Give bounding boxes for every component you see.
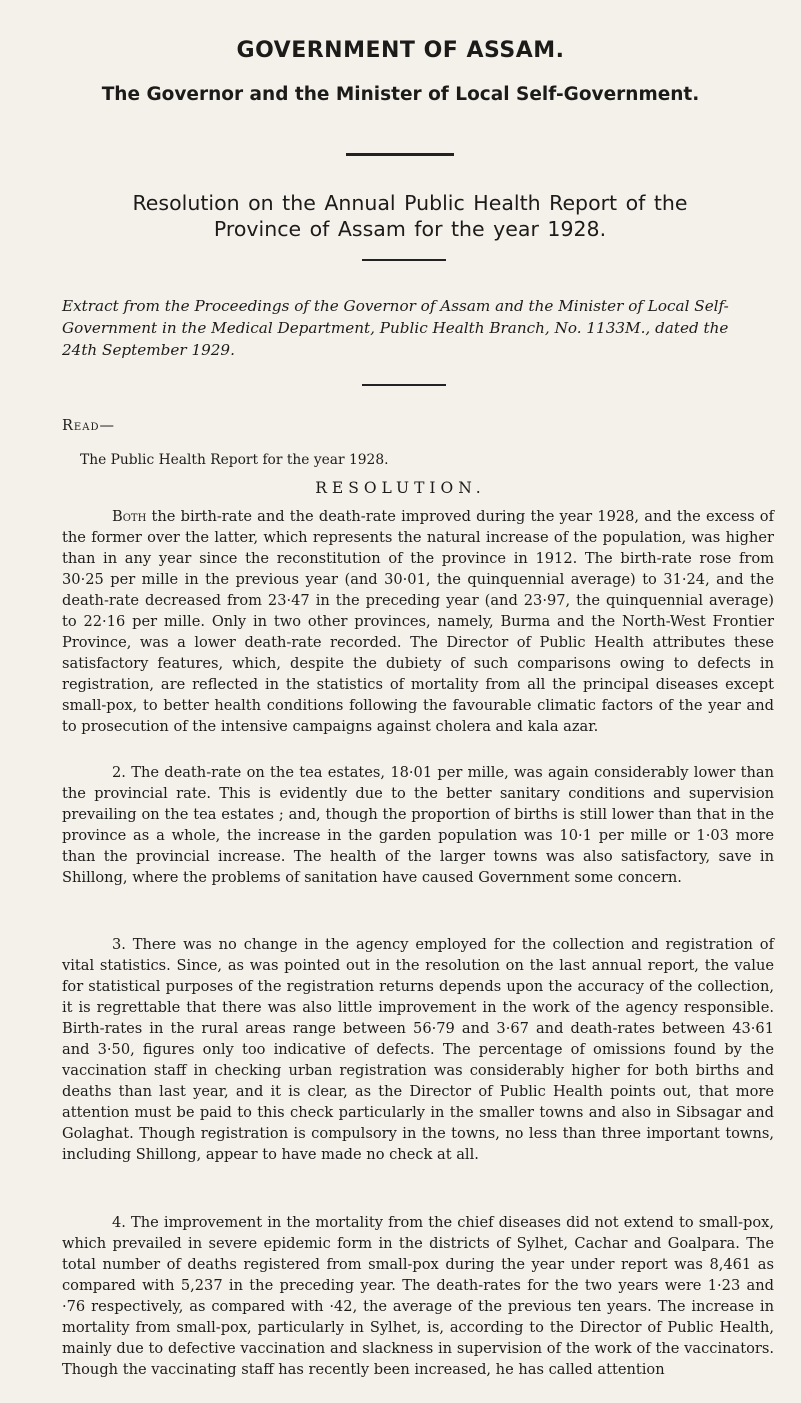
divider-2	[362, 259, 446, 261]
paragraph-4: 4. The improvement in the mortality from the chief diseases did not extend to small-pox, which prevailed in severe epidemic form in the districts of Sylhet, Cachar and Goalpara. The total number of deaths registered from small-pox during the year under report was 8,461 as compared with 5,237 in the preceding year. The death-rates for the two years were 1·23 and ·76 respectively, as compared with ·42, the average of the previous ten years. The increase in mortality from small-pox, particularly in Sylhet, is, according to the Director of Public Health, mainly due to defective vaccination and slackness in supervision of the work of the vaccinators. Though the vaccinating staff has recently been increased, he has called attention	[62, 1214, 774, 1378]
read-item: The Public Health Report for the year 1928.	[80, 452, 389, 468]
paragraph-1	[62, 506, 774, 737]
resolution-title-line-1: Resolution on the Annual Public Health Report of the	[132, 191, 688, 215]
paragraph-1-lead: Both	[112, 508, 147, 525]
paragraph-1-text: the birth-rate and the death-rate improved during the year 1928, and the excess of the former over the latter, which represents the natural increase of the population, was higher than in any year since the reconstitution of the province in 1912. The birth-rate rose from 30·25 per mille in the previous year (and 30·01, the quinquennial average) to 31·24, and the death-rate decreased from 23·47 in the preceding year (and 23·97, the quinquennial average) to 22·16 per mille. Only in two other provinces, namely, Burma and the North-West Frontier Province, was a lower death-rate recorded. The Director of Public Health attributes these satisfactory features, which, despite the dubiety of such comparisons owing to defects in registration, are reflected in the statistics of mortality from all the principal diseases except small-pox, to better health conditions following the favourable climatic factors of the year and to prosecution of the intensive campaigns against cholera and kala azar.	[62, 508, 774, 735]
divider-1	[346, 153, 454, 156]
resolution-heading: RESOLUTION.	[315, 479, 486, 497]
paragraph-3: 3. There was no change in the agency employed for the collection and registration of vital statistics. Since, as was pointed out in the resolution on the last annual report, the value for statistical purposes of the registration returns depends upon the accuracy of the collection, it is regrettable that there was also little improvement in the work of the agency responsible. Birth-rates in the rural areas range between 56·79 and 3·67 and death-rates between 43·61 and 3·50, figures only too indicative of defects. The percentage of omissions found by the vaccination staff in checking urban registration was considerably higher for both births and deaths than last year, and it is clear, as the Director of Public Health points out, that more attention must be paid to this check particularly in the smaller towns and also in Sibsagar and Golaghat. Though registration is compulsory in the towns, no less than three important towns, including Shillong, appear to have made no check at all.	[62, 936, 774, 1163]
extract-from-proceedings: Extract from the Proceedings of the Governor of Assam and the Minister of Local Self-Government in the Medical Department, Public Health Branch, No. 1133M., dated the 24th September 1929.	[62, 297, 729, 359]
paragraph-2: 2. The death-rate on the tea estates, 18·01 per mille, was again considerably lower than the provincial rate. This is evidently due to the better sanitary conditions and supervision prevailing on the tea estates ; and, though the proportion of births is still lower than that in the province as a whole, the increase in the garden population was 10·1 per mille or 1·03 more than the provincial increase. The health of the larger towns was also satisfactory, save in Shillong, where the problems of sanitation have caused Government some concern.	[62, 764, 774, 886]
resolution-title-line-2: Province of Assam for the year 1928.	[213, 217, 607, 241]
read-label: Read—	[62, 418, 115, 434]
government-heading: GOVERNMENT OF ASSAM.	[236, 38, 565, 63]
resolution-title	[40, 190, 780, 242]
divider-3	[362, 384, 446, 386]
authority-subtitle: The Governor and the Minister of Local Self-Government.	[101, 84, 700, 105]
